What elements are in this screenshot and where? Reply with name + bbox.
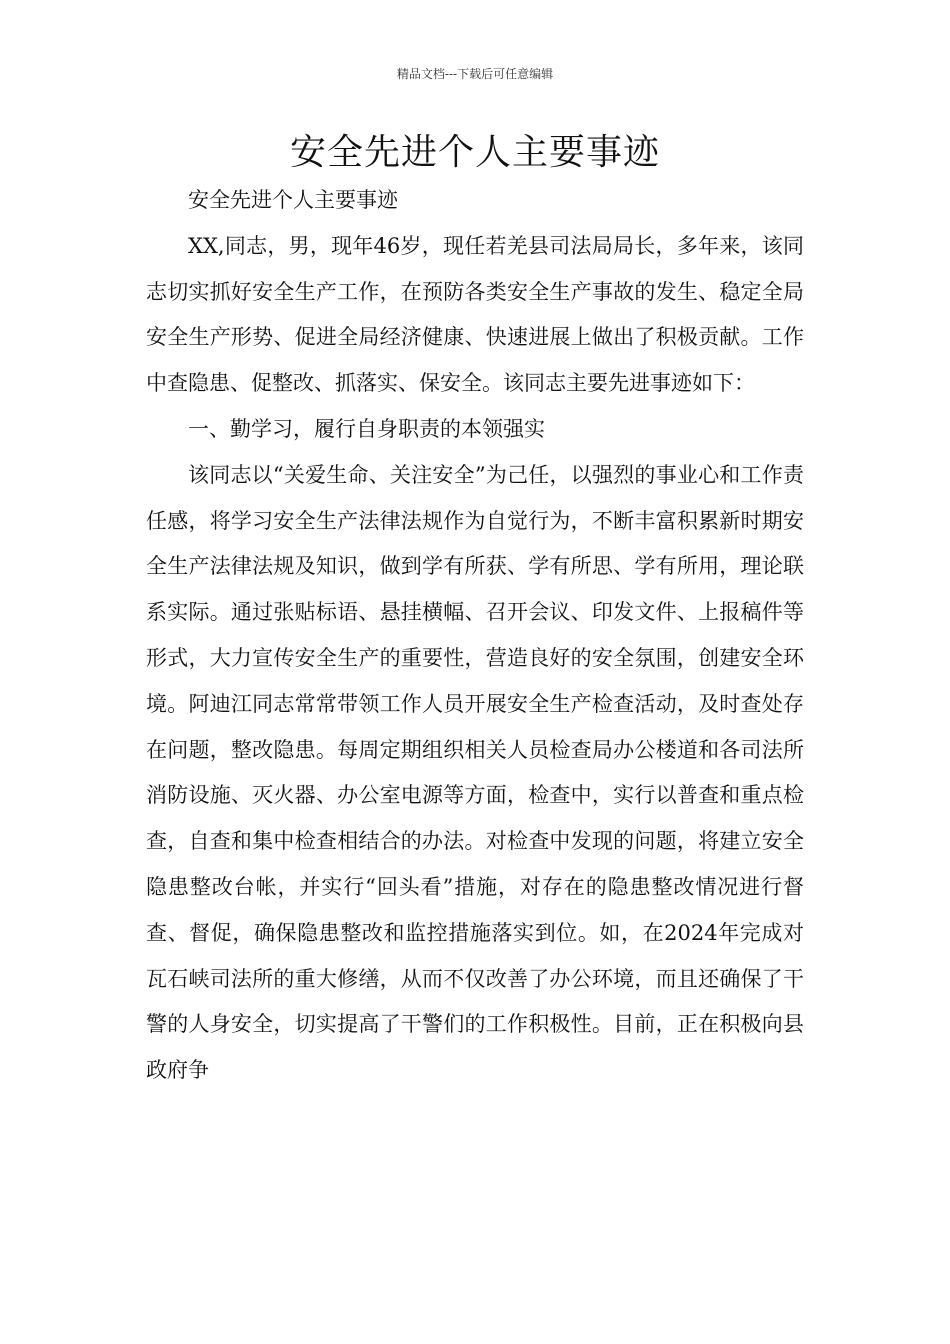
header-note: 精品文档---下载后可任意编辑 [396, 67, 554, 81]
paragraph-intro: XX,同志，男，现年46岁，现任若羌县司法局局长，多年来，该同志切实抓好安全生产工作，在预防各类安全生产事故的发生、稳定全局安全生产形势、促进全局经济健康、快速进展上做出了积极贡献。工作中查隐患、促整改、抓落实、保安全。该同志主要先进事迹如下： [146, 233, 804, 396]
paragraph-section-1: 该同志以“关爱生命、关注安全”为己任，以强烈的事业心和工作责任感，将学习安全生产法律法规作为自觉行为，不断丰富积累新时期安全生产法律法规及知识，做到学有所获、学有所思、学有所用，理论联系实际。通过张贴标语、悬挂横幅、召开会议、印发文件、上报稿件等形式，大力宣传安全生产的重要性，营造良好的安全氛围，创建安全环境。阿迪江同志常常带领工作人员开展安全生产检查活动，及时查处存在问题，整改隐患。每周定期组织相关人员检查局办公楼道和各司法所消防设施、灭火器、办公室电源等方面，检查中，实行以普查和重点检查，自查和集中检查相结合的办法。对检查中发现的问题，将建立安全隐患整改台帐，并实行“回头看”措施，对存在的隐患整改情况进行督查、督促，确保隐患整改和监控措施落实到位。如，在2024年完成对瓦石峡司法所的重大修缮，从而不仅改善了办公环境，而且还确保了干警的人身安全，切实提高了干警们的工作积极性。目前，正在积极向县政府争 [146, 462, 804, 1083]
section-heading-1: 一、勤学习，履行自身职责的本领强实 [188, 416, 545, 441]
document-body [146, 178, 804, 1094]
paragraph-subtitle: 安全先进个人主要事迹 [188, 188, 398, 212]
document-title: 安全先进个人主要事迹 [289, 132, 660, 173]
